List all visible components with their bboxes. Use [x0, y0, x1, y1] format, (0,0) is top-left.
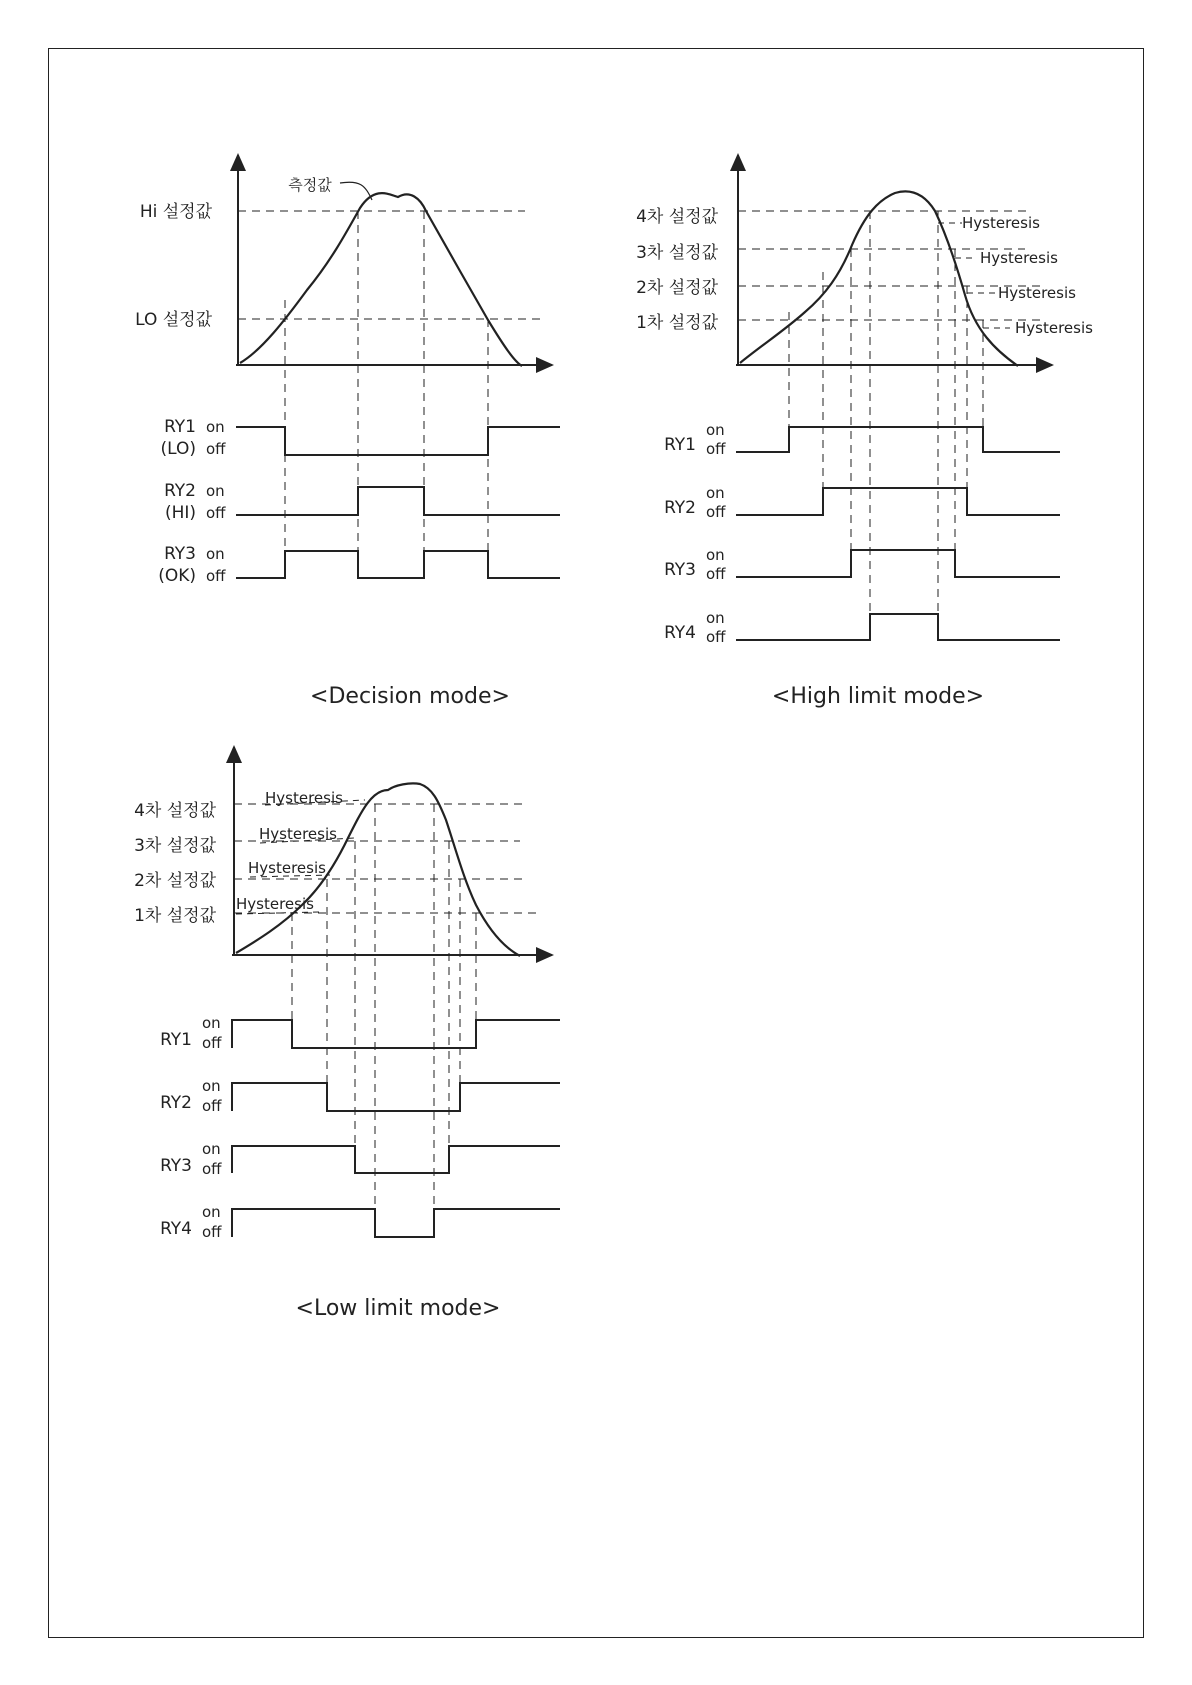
low-setpoint-3: 3차 설정값	[134, 836, 216, 856]
high-ry2-off: off	[706, 503, 726, 521]
decision-ry1-off: off	[206, 440, 226, 458]
low-ry4-waveform	[232, 1209, 560, 1237]
low-title: <Low limit mode>	[295, 1296, 501, 1321]
low-ry2-on: on	[202, 1077, 221, 1095]
low-ry3-on: on	[202, 1140, 221, 1158]
decision-title: <Decision mode>	[310, 684, 510, 709]
low-hysteresis-4: Hysteresis	[265, 789, 343, 807]
decision-ry2-name: RY2	[164, 481, 196, 501]
high-ry4-off: off	[706, 628, 726, 646]
high-ry4-on: on	[706, 609, 725, 627]
high-ry1-waveform	[736, 427, 1060, 452]
decision-ry3-name: RY3	[164, 544, 196, 564]
high-setpoint-1: 1차 설정값	[636, 313, 718, 333]
decision-ry1-waveform	[236, 427, 560, 455]
high-setpoint-4: 4차 설정값	[636, 207, 718, 227]
decision-ry1-sub: (LO)	[160, 439, 196, 459]
high-ry2-on: on	[706, 484, 725, 502]
low-hysteresis-3: Hysteresis	[259, 825, 337, 843]
high-ry2-name: RY2	[664, 498, 696, 518]
decision-measured-label: 측정값	[288, 176, 332, 194]
low-hysteresis-2: Hysteresis	[248, 859, 326, 877]
decision-ry3-on: on	[206, 545, 225, 563]
high-hysteresis-1: Hysteresis	[1015, 319, 1093, 337]
high-limit-labels	[636, 206, 1093, 709]
low-setpoint-1: 1차 설정값	[134, 906, 216, 926]
decision-ry2-sub: (HI)	[164, 503, 196, 523]
low-ry2-name: RY2	[160, 1093, 192, 1113]
decision-ry2-on: on	[206, 482, 225, 500]
low-limit-labels	[134, 789, 500, 1321]
low-hysteresis-1: Hysteresis	[236, 895, 314, 913]
high-title: <High limit mode>	[771, 684, 985, 709]
decision-ry2-off: off	[206, 504, 226, 522]
decision-mode-diagram	[236, 155, 560, 578]
low-ry4-on: on	[202, 1203, 221, 1221]
high-ry3-waveform	[736, 550, 1060, 577]
high-hysteresis-2: Hysteresis	[998, 284, 1076, 302]
high-ry1-name: RY1	[664, 435, 696, 455]
decision-ry1-name: RY1	[164, 417, 196, 437]
decision-ry1-on: on	[206, 418, 225, 436]
decision-ry3-off: off	[206, 567, 226, 585]
high-ry1-off: off	[706, 440, 726, 458]
high-ry3-on: on	[706, 546, 725, 564]
low-setpoint-4: 4차 설정값	[134, 801, 216, 821]
high-setpoint-3: 3차 설정값	[636, 243, 718, 263]
low-ry4-name: RY4	[160, 1219, 192, 1239]
low-setpoint-2: 2차 설정값	[134, 871, 216, 891]
low-ry2-waveform	[232, 1083, 560, 1111]
low-ry3-name: RY3	[160, 1156, 192, 1176]
low-ry1-name: RY1	[160, 1030, 192, 1050]
high-ry4-name: RY4	[664, 623, 696, 643]
low-ry1-on: on	[202, 1014, 221, 1032]
decision-ry3-waveform	[236, 551, 560, 578]
high-ry2-waveform	[736, 488, 1060, 515]
high-setpoint-2: 2차 설정값	[636, 278, 718, 298]
decision-measured-curve	[240, 193, 522, 366]
decision-ry3-sub: (OK)	[158, 566, 196, 586]
low-ry3-waveform	[232, 1146, 560, 1173]
low-ry1-off: off	[202, 1034, 222, 1052]
low-limit-diagram	[232, 747, 560, 1237]
decision-measured-callout	[340, 182, 372, 200]
decision-labels	[135, 176, 510, 709]
low-ry4-off: off	[202, 1223, 222, 1241]
high-ry3-off: off	[706, 565, 726, 583]
high-ry4-waveform	[736, 614, 1060, 640]
low-ry3-off: off	[202, 1160, 222, 1178]
low-ry2-off: off	[202, 1097, 222, 1115]
high-hysteresis-3: Hysteresis	[980, 249, 1058, 267]
high-ry1-on: on	[706, 421, 725, 439]
decision-hi-label: Hi 설정값	[139, 202, 212, 222]
low-ry1-waveform	[232, 1020, 560, 1048]
high-ry3-name: RY3	[664, 560, 696, 580]
decision-lo-label: LO 설정값	[135, 310, 212, 330]
high-hysteresis-4: Hysteresis	[962, 214, 1040, 232]
